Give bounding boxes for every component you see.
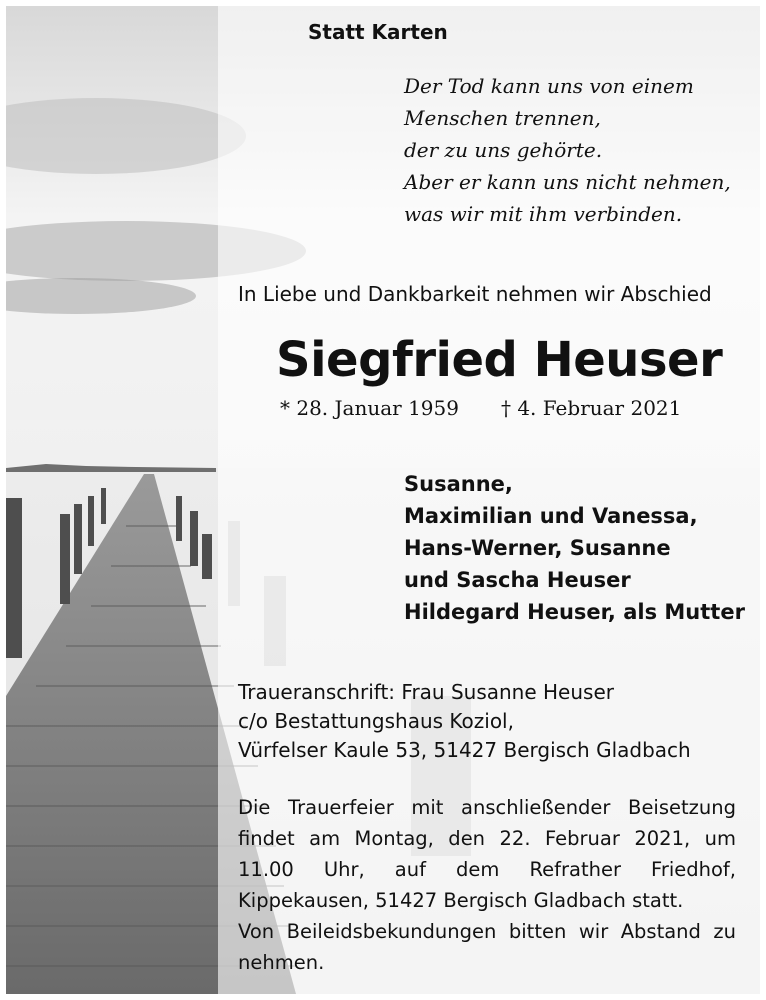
life-dates — [280, 396, 681, 420]
death-date: † 4. Februar 2021 — [500, 396, 682, 420]
condolence-note: Von Beileidsbekundungen bitten wir Abstand zu nehmen. — [238, 920, 736, 974]
mourner-line: Hildegard Heuser, als Mutter — [404, 600, 745, 624]
poem-line: Der Tod kann uns von einem — [404, 74, 694, 98]
poem-line: Menschen trennen, — [404, 106, 601, 130]
poem-line: der zu uns gehörte. — [404, 138, 603, 162]
mourners-list — [404, 468, 745, 628]
statt-karten-heading: Statt Karten — [308, 20, 448, 44]
poem-line: was wir mit ihm verbinden. — [404, 202, 683, 226]
address-line: Traueranschrift: Frau Susanne Heuser — [238, 680, 614, 704]
address-line: c/o Bestattungshaus Koziol, — [238, 709, 514, 733]
farewell-intro: In Liebe und Dankbarkeit nehmen wir Abschied — [238, 282, 712, 306]
ceremony-info — [238, 792, 736, 978]
mourner-line: Hans-Werner, Susanne — [404, 536, 671, 560]
mourner-line: Maximilian und Vanessa, — [404, 504, 698, 528]
birth-date: * 28. Januar 1959 — [280, 396, 459, 420]
mourner-line: Susanne, — [404, 472, 513, 496]
address-line: Vürfelser Kaule 53, 51427 Bergisch Gladbach — [238, 738, 691, 762]
poem-line: Aber er kann uns nicht nehmen, — [404, 170, 731, 194]
mourner-line: und Sascha Heuser — [404, 568, 631, 592]
deceased-name: Siegfried Heuser — [276, 332, 723, 388]
obituary-card — [6, 6, 760, 994]
mourning-address — [238, 678, 691, 765]
poem — [404, 70, 731, 230]
ceremony-text: Die Trauerfeier mit anschließender Beisetzung findet am Montag, den 22. Februar 2021, um 11.00 Uhr, auf dem Refrather Friedhof, Kippekausen, 51427 Bergisch Gladbach statt. — [238, 796, 736, 912]
